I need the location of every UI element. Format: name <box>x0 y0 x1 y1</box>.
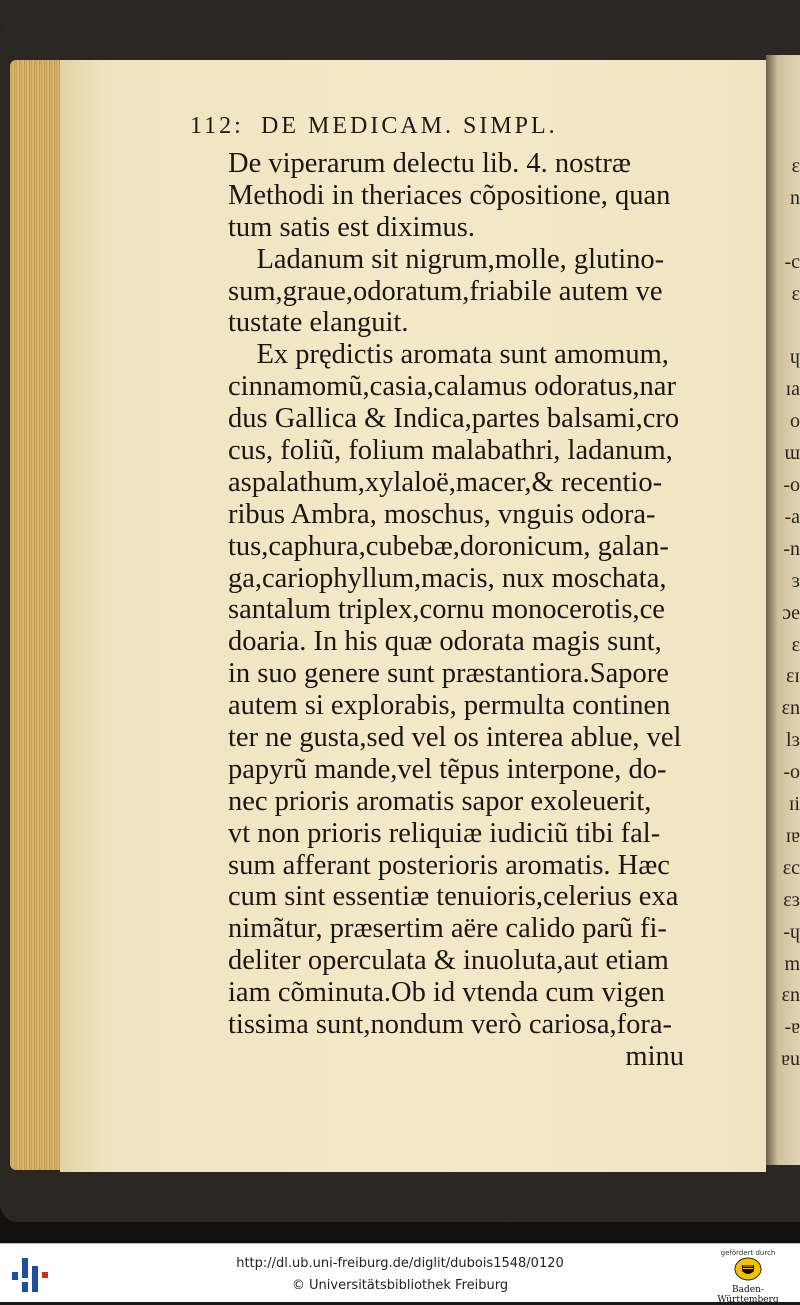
facing-page-fragment: -ɥ <box>783 920 800 943</box>
facing-page-fragment: ɔe <box>782 601 800 624</box>
text-line: ter ne gusta,sed vel os interea ablue, vel <box>228 722 682 754</box>
text-line: sum,graue,odoratum,friabile autem ve <box>228 275 663 307</box>
facing-page-fragment: ɛ <box>791 633 800 656</box>
facing-page-fragment: ɪi <box>788 793 800 815</box>
text-line: ribus Ambra, moschus, vnguis odora- <box>228 498 656 530</box>
facing-page-fragment: ɛ <box>791 282 800 305</box>
text-line: tustate elanguit. <box>228 307 409 339</box>
facing-page-fragment: m <box>784 952 800 975</box>
text-line: vt non prioris reliquiæ iudiciũ tibi fal- <box>228 817 661 849</box>
text-line: santalum triplex,cornu monocerotis,ce <box>228 594 665 626</box>
text-line: autem si explorabis, permulta continen <box>228 690 671 722</box>
page-header <box>190 113 630 140</box>
facing-page-fragment: -a <box>784 505 800 528</box>
text-line: dus Gallica & Indica,partes balsami,cro <box>228 403 680 435</box>
text-line: cum sint essentiæ tenuioris,celerius exa <box>228 881 679 913</box>
facing-page-fragment: ɪɐ <box>785 824 800 847</box>
facing-page-fragment: -ɐ <box>784 1016 800 1039</box>
facing-page-fragment: ɛc <box>782 856 800 879</box>
facing-page-fragment: o <box>790 410 800 433</box>
text-line: tissima sunt,nondum verò cariosa,fora- <box>228 1009 673 1041</box>
facing-page-fragment: -o <box>783 761 800 784</box>
sponsor-caption: gefördert durch <box>720 1249 776 1257</box>
text-line: Ladanum sit nigrum,molle, glutino- <box>228 243 665 275</box>
text-line: cus, foliũ, folium malabathri, ladanum, <box>228 435 673 467</box>
text-line: deliter operculata & inuoluta,aut etiam <box>228 945 669 977</box>
facing-page-fragment: n <box>790 186 800 209</box>
text-line: tus,caphura,cubebæ,doronicum, galan- <box>228 530 669 562</box>
permalink-url[interactable]: http://dl.ub.uni-freiburg.de/diglit/dubois1548/0120 <box>236 1256 564 1271</box>
facing-page-fragment: -c <box>784 250 800 273</box>
facing-page-fragment: ɛɪ <box>786 665 800 688</box>
sponsor-name: Baden-Württemberg <box>717 1285 779 1305</box>
text-line: nimãtur, præsertim aëre calido parũ fi- <box>228 913 667 945</box>
facing-page-fragment: -n <box>783 537 800 560</box>
text-line: ga,cariophyllum,macis, nux moschata, <box>228 562 667 594</box>
text-line: cinnamomũ,casia,calamus odoratus,nar <box>228 371 676 403</box>
body-text <box>228 148 688 1073</box>
copyright-notice: © Universitätsbibliothek Freiburg <box>291 1278 509 1293</box>
text-line: doaria. In his quæ odorata magis sunt, <box>228 626 662 658</box>
text-line: De viperarum delectu lib. 4. nostræ <box>228 148 631 179</box>
text-line: nec prioris aromatis sapor exoleuerit, <box>228 785 652 817</box>
text-line: iam cõminuta.Ob id vtenda cum vigen <box>228 977 665 1009</box>
facing-page-fragment: ɪa <box>785 378 800 401</box>
text-line: papyrũ mande,vel tẽpus interpone, do- <box>228 753 667 785</box>
page-number: 112: <box>190 113 244 139</box>
coat-of-arms-icon <box>734 1257 762 1281</box>
text-line: in suo genere sunt præstantiora.Sapore <box>228 658 669 690</box>
text-line: aspalathum,xylaloë,macer,& recentio- <box>228 466 663 498</box>
text-line: sum afferant posterioris aromatis. Hæc <box>228 849 670 881</box>
catchword: minu <box>625 1040 684 1072</box>
text-line: Methodi in theriaces cõpositione, quan <box>228 179 671 211</box>
facing-page-fragment: lɜ <box>786 729 800 752</box>
running-title: DE MEDICAM. SIMPL. <box>261 113 558 139</box>
facing-page-fragment: ɛn <box>781 697 800 720</box>
facing-page-fragment: ɛɜ <box>783 888 800 911</box>
facing-page-edge <box>766 55 800 1165</box>
text-line: tum satis est diximus. <box>228 211 476 243</box>
facing-page-fragment: ɛ <box>791 155 800 177</box>
viewer-footer <box>0 1243 800 1305</box>
facing-page-fragment: -o <box>783 474 800 496</box>
facing-page-fragment: ɥ <box>790 346 800 369</box>
text-line: Ex prędictis aromata sunt amomum, <box>228 339 669 371</box>
facing-page-fragment: ɐu <box>781 1048 800 1071</box>
facing-page-fragment: ɯ <box>784 442 800 465</box>
page-edges <box>10 60 62 1170</box>
facing-page-fragment: ɜ <box>791 569 800 592</box>
facing-page-fragment: ɛn <box>781 984 800 1007</box>
sponsor-badge <box>702 1246 794 1305</box>
